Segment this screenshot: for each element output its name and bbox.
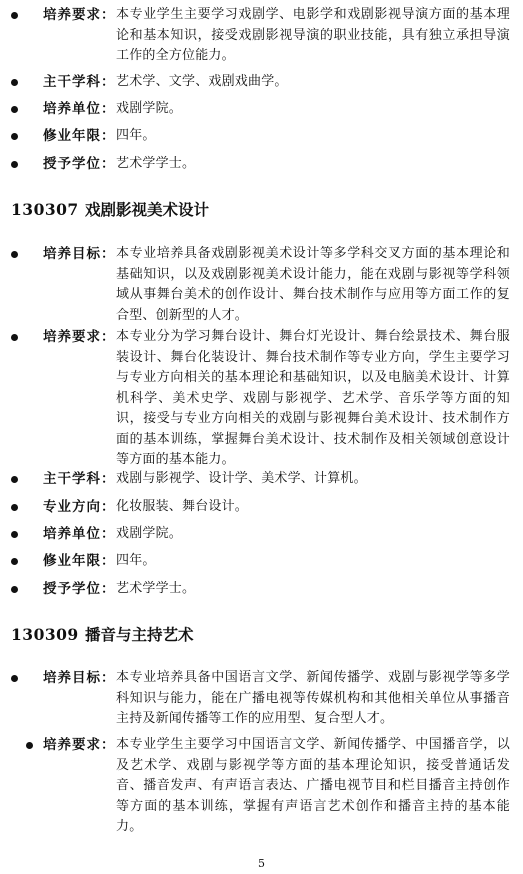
item-label: 培养要求：	[43, 7, 116, 23]
bullet-dot	[11, 558, 18, 565]
item-text: 本专业学生主要学习戏剧学、电影学和戏剧影视导演方面的基本理论和基本知识，接受戏剧影视导演的职业技能，具有独立承担导演工作的全方位能力。	[116, 7, 510, 63]
item-label: 主干学科：	[43, 471, 116, 487]
bullet-dot	[11, 133, 18, 140]
bullet-dot	[11, 675, 18, 682]
section-code: 130307	[11, 200, 79, 219]
item-label: 主干学科：	[43, 74, 116, 90]
item-text: 戏剧学院。	[116, 526, 183, 541]
bullet-dot	[11, 161, 18, 168]
section-code: 130309	[11, 625, 79, 644]
item-label: 培养要求：	[43, 737, 116, 753]
item-label: 培养单位：	[43, 101, 116, 117]
bullet-dot	[26, 742, 33, 749]
item-label: 授予学位：	[43, 581, 116, 597]
bullet-dot	[11, 12, 18, 19]
section-heading-130307	[11, 200, 209, 220]
item-label: 修业年限：	[43, 553, 116, 569]
item-text: 本专业学生主要学习中国语言文学、新闻传播学、中国播音学，以及艺术学、戏剧与影视学等方面的基本理论知识，接受普通话发音、播音发声、有声语言表达、广播电视节目和栏目播音主持创作等方面的基本训练，掌握有声语言艺术创作和播音主持的基本能力。	[116, 737, 510, 834]
item-label: 修业年限：	[43, 128, 116, 144]
bullet-dot	[11, 586, 18, 593]
item-text: 本专业培养具备中国语言文学、新闻传播学、戏剧与影视学等多学科知识与能力，能在广播电视等传媒机构和其他相关单位从事播音主持及新闻传播等工作的应用型、复合型人才。	[116, 670, 510, 726]
item-label: 培养要求：	[43, 329, 116, 345]
bullet-dot	[11, 504, 18, 511]
item-text: 戏剧与影视学、设计学、美术学、计算机。	[116, 471, 367, 486]
item-label: 专业方向：	[43, 499, 116, 515]
bullet-dot	[11, 531, 18, 538]
bullet-dot	[11, 106, 18, 113]
section-heading-130309	[11, 625, 194, 645]
item-label: 培养目标：	[43, 246, 116, 262]
item-text: 四年。	[116, 553, 156, 568]
item-text: 本专业分为学习舞台设计、舞台灯光设计、舞台绘景技术、舞台服装设计、舞台化装设计、舞台技术制作等专业方向，学生主要学习与专业方向相关的基本理论和基础知识，以及电脑美术设计、计算机科学、美术史学、戏剧与影视学、艺术学、音乐学等方面的知识，接受与专业方向相关的戏剧与影视舞台美术设计、技术制作方面的基本训练，掌握舞台美术设计、技术制作及相关领域创意设计等方面的基本能力。	[116, 329, 510, 467]
item-text: 四年。	[116, 128, 156, 143]
section-title: 播音与主持艺术	[85, 625, 194, 644]
bullet-dot	[11, 476, 18, 483]
item-text: 艺术学学士。	[116, 581, 196, 596]
item-text: 艺术学学士。	[116, 156, 196, 171]
item-label: 培养单位：	[43, 526, 116, 542]
bullet-dot	[11, 251, 18, 258]
item-text: 艺术学、文学、戏剧戏曲学。	[116, 74, 288, 89]
bullet-dot	[11, 334, 18, 341]
item-text: 化妆服装、舞台设计。	[116, 499, 249, 514]
item-label: 授予学位：	[43, 156, 116, 172]
item-text: 本专业培养具备戏剧影视美术设计等多学科交叉方面的基本理论和基础知识，以及戏剧影视美术设计能力，能在戏剧与影视等学科领域从事舞台美术的创作设计、舞台技术制作与应用等方面工作的复合型、创新型的人才。	[116, 246, 510, 323]
bullet-dot	[11, 79, 18, 86]
item-text: 戏剧学院。	[116, 101, 183, 116]
page-number: 5	[258, 857, 265, 870]
section-title: 戏剧影视美术设计	[85, 200, 210, 219]
item-label: 培养目标：	[43, 670, 116, 686]
